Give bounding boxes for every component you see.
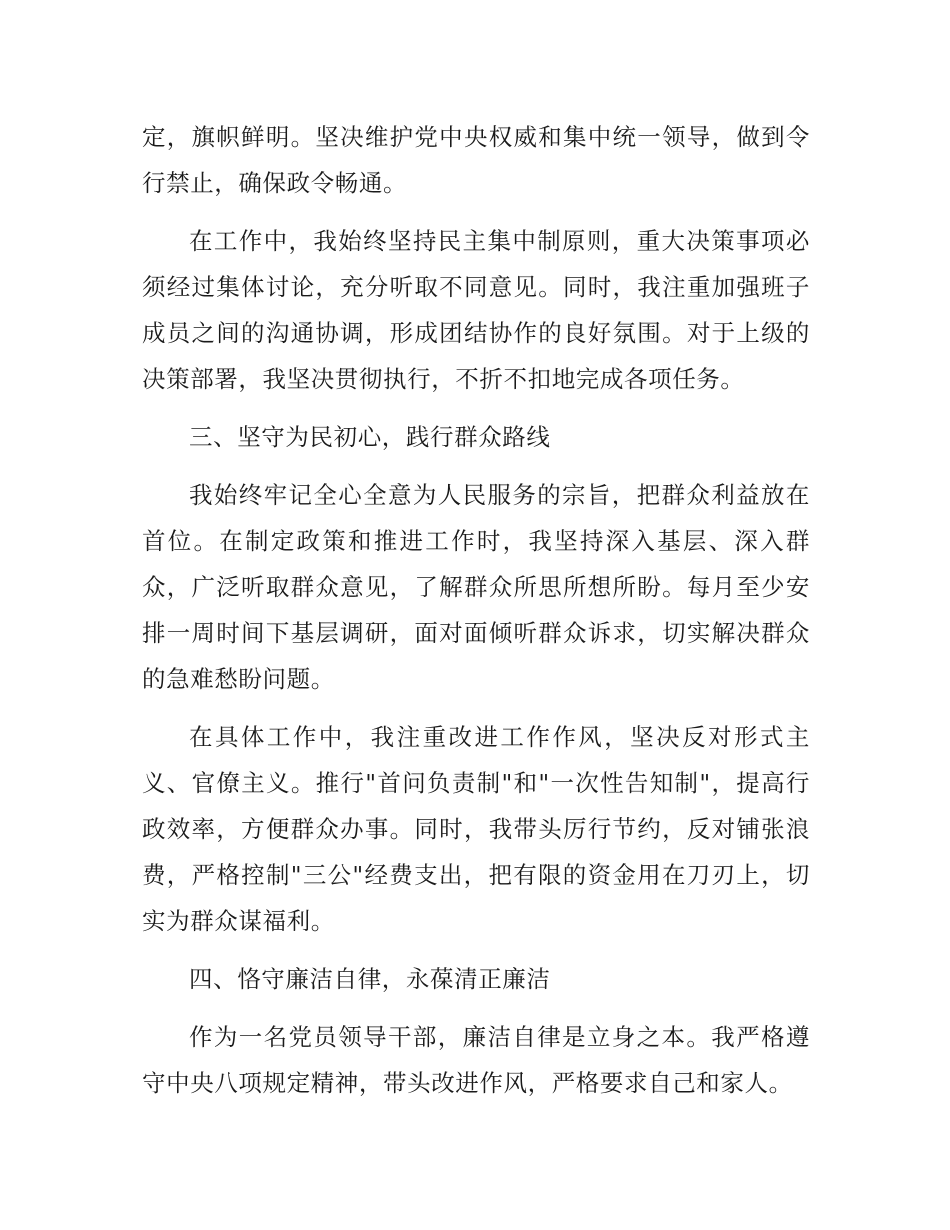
paragraph-continuation: 定，旗帜鲜明。坚决维护党中央权威和集中统一领导，做到令行禁止，确保政令畅通。: [142, 123, 810, 197]
paragraph-serve-people: 我始终牢记全心全意为人民服务的宗旨，把群众利益放在首位。在制定政策和推进工作时，我坚持深入基层、深入群众，广泛听取群众意见，了解群众所思所想所盼。每月至少安排一周时间下基层调研，面对面倾听群众诉求，切实解决群众的急难愁盼问题。: [142, 481, 810, 693]
paragraph-democratic-centralism: 在工作中，我始终坚持民主集中制原则，重大决策事项必须经过集体讨论，充分听取不同意见。同时，我注重加强班子成员之间的沟通协调，形成团结协作的良好氛围。对于上级的决策部署，我坚决贯彻执行，不折不扣地完成各项任务。: [142, 227, 810, 393]
document-body: [142, 114, 810, 1118]
paragraph-work-style: 在具体工作中，我注重改进工作作风，坚决反对形式主义、官僚主义。推行"首问负责制"和"一次性告知制"，提高行政效率，方便群众办事。同时，我带头厉行节约，反对铺张浪费，严格控制"三公"经费支出，把有限的资金用在刀刃上，切实为群众谋福利。: [142, 723, 810, 935]
section-heading-4: 四、恪守廉洁自律，永葆清正廉洁: [189, 965, 551, 993]
paragraph-integrity: 作为一名党员领导干部，廉洁自律是立身之本。我严格遵守中央八项规定精神，带头改进作风，严格要求自己和家人。: [142, 1023, 810, 1097]
section-heading-3: 三、坚守为民初心，践行群众路线: [189, 423, 551, 451]
